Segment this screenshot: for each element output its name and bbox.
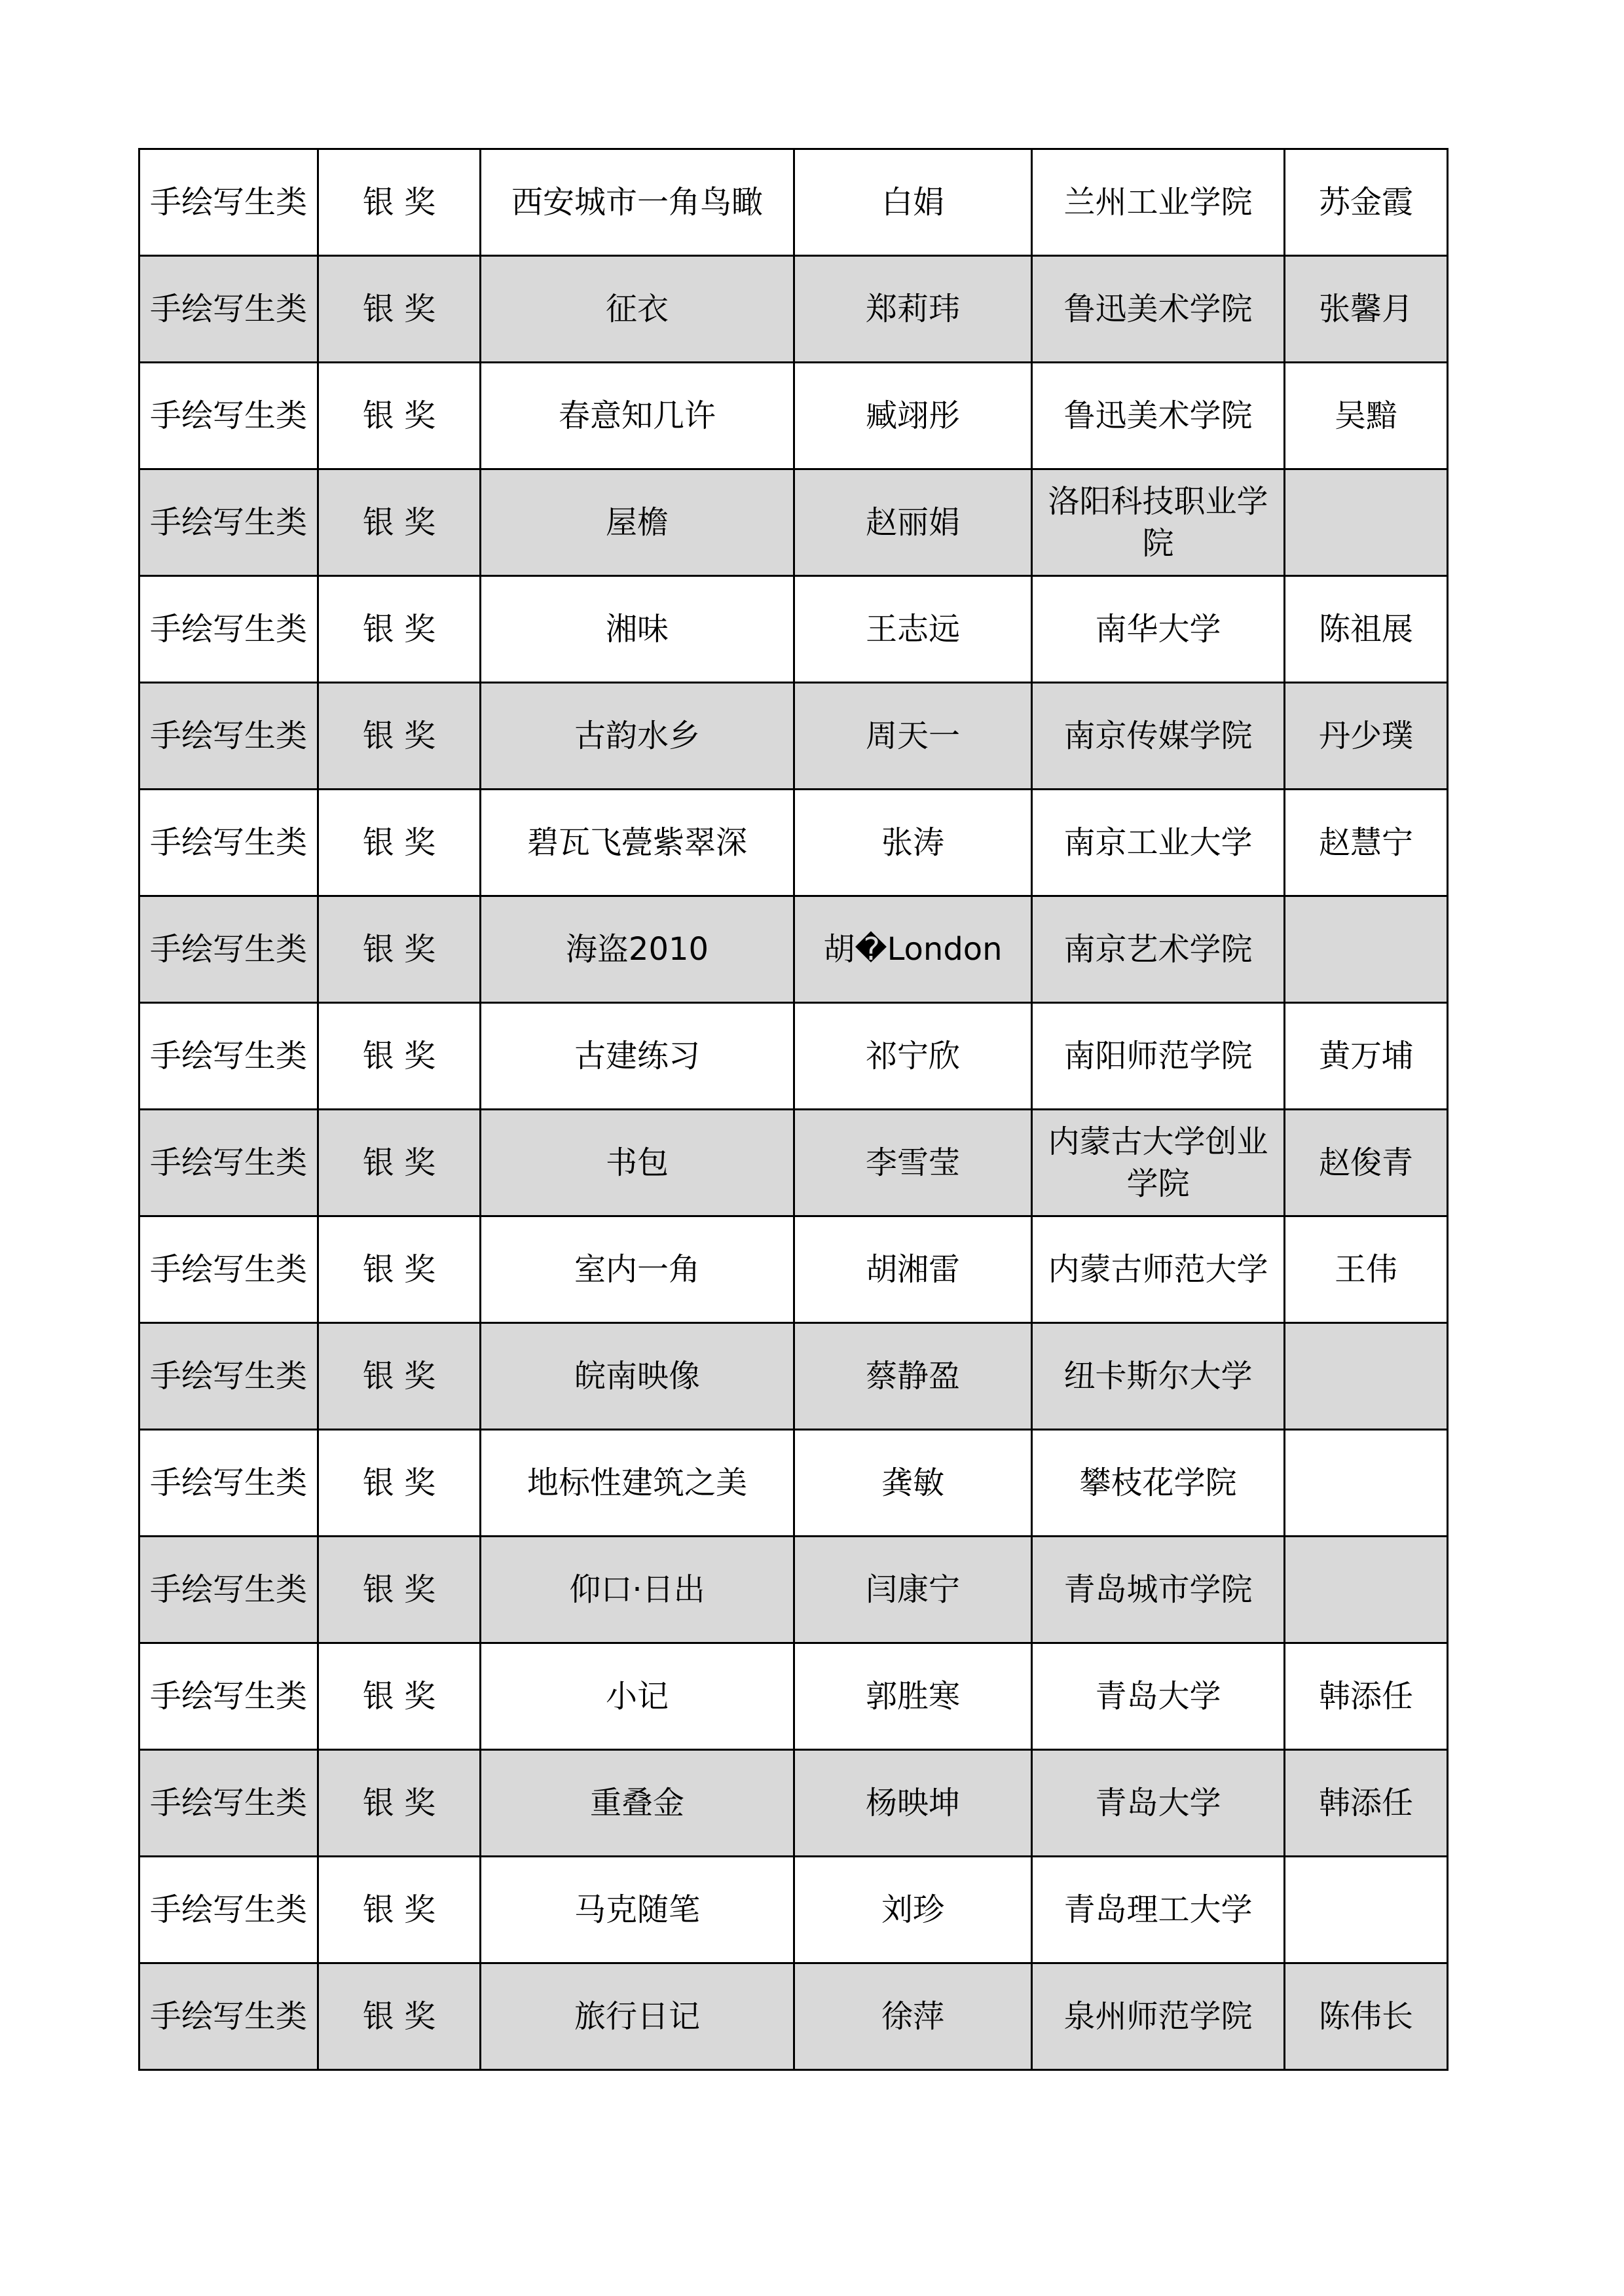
cell-author: 王志远	[794, 576, 1032, 683]
cell-award: 银 奖	[318, 1003, 481, 1110]
cell-author: 白娟	[794, 149, 1032, 256]
cell-award: 银 奖	[318, 1857, 481, 1963]
table-row	[139, 683, 1448, 790]
cell-school: 青岛理工大学	[1032, 1857, 1285, 1963]
table-row	[139, 1003, 1448, 1110]
cell-author: 祁宁欣	[794, 1003, 1032, 1110]
cell-author: 蔡静盈	[794, 1323, 1032, 1430]
cell-advisor: 丹少璞	[1285, 683, 1448, 790]
cell-school: 鲁迅美术学院	[1032, 363, 1285, 469]
cell-category: 手绘写生类	[139, 1857, 318, 1963]
cell-school: 南阳师范学院	[1032, 1003, 1285, 1110]
cell-school: 内蒙古大学创业学院	[1032, 1110, 1285, 1216]
cell-category: 手绘写生类	[139, 1963, 318, 2070]
cell-award: 银 奖	[318, 1963, 481, 2070]
cell-award: 银 奖	[318, 1750, 481, 1857]
cell-title: 重叠金	[481, 1750, 794, 1857]
award-table	[138, 148, 1449, 2071]
cell-title: 古建练习	[481, 1003, 794, 1110]
cell-school: 青岛城市学院	[1032, 1537, 1285, 1643]
cell-advisor	[1285, 1323, 1448, 1430]
cell-author: 杨映坤	[794, 1750, 1032, 1857]
cell-advisor: 赵俊青	[1285, 1110, 1448, 1216]
cell-category: 手绘写生类	[139, 1110, 318, 1216]
cell-author: 赵丽娟	[794, 469, 1032, 576]
table-row	[139, 896, 1448, 1003]
cell-title: 马克随笔	[481, 1857, 794, 1963]
table-row	[139, 790, 1448, 896]
cell-award: 银 奖	[318, 363, 481, 469]
cell-advisor: 黄万埔	[1285, 1003, 1448, 1110]
cell-award: 银 奖	[318, 256, 481, 363]
cell-school: 鲁迅美术学院	[1032, 256, 1285, 363]
table-row	[139, 256, 1448, 363]
cell-category: 手绘写生类	[139, 363, 318, 469]
cell-school: 南京传媒学院	[1032, 683, 1285, 790]
cell-category: 手绘写生类	[139, 1643, 318, 1750]
cell-author: 龚敏	[794, 1430, 1032, 1537]
table-row	[139, 149, 1448, 256]
cell-advisor: 赵慧宁	[1285, 790, 1448, 896]
cell-title: 古韵水乡	[481, 683, 794, 790]
cell-advisor	[1285, 469, 1448, 576]
cell-author: 徐萍	[794, 1963, 1032, 2070]
cell-category: 手绘写生类	[139, 149, 318, 256]
table-row	[139, 469, 1448, 576]
cell-advisor	[1285, 1857, 1448, 1963]
cell-award: 银 奖	[318, 149, 481, 256]
cell-category: 手绘写生类	[139, 1323, 318, 1430]
table-row	[139, 1537, 1448, 1643]
cell-school: 泉州师范学院	[1032, 1963, 1285, 2070]
cell-school: 南京工业大学	[1032, 790, 1285, 896]
cell-category: 手绘写生类	[139, 1430, 318, 1537]
cell-advisor: 王伟	[1285, 1216, 1448, 1323]
cell-author: 周天一	[794, 683, 1032, 790]
cell-advisor	[1285, 896, 1448, 1003]
table-row	[139, 1750, 1448, 1857]
cell-award: 银 奖	[318, 1110, 481, 1216]
cell-advisor: 张馨月	[1285, 256, 1448, 363]
cell-school: 洛阳科技职业学院	[1032, 469, 1285, 576]
cell-award: 银 奖	[318, 683, 481, 790]
cell-category: 手绘写生类	[139, 1750, 318, 1857]
cell-award: 银 奖	[318, 1430, 481, 1537]
cell-author: 臧翊彤	[794, 363, 1032, 469]
cell-school: 纽卡斯尔大学	[1032, 1323, 1285, 1430]
table-row	[139, 1323, 1448, 1430]
cell-category: 手绘写生类	[139, 683, 318, 790]
cell-award: 银 奖	[318, 1323, 481, 1430]
cell-award: 银 奖	[318, 790, 481, 896]
cell-title: 碧瓦飞甍紫翠深	[481, 790, 794, 896]
cell-category: 手绘写生类	[139, 576, 318, 683]
table-row	[139, 1963, 1448, 2070]
cell-award: 银 奖	[318, 1643, 481, 1750]
cell-school: 青岛大学	[1032, 1750, 1285, 1857]
cell-title: 地标性建筑之美	[481, 1430, 794, 1537]
cell-title: 旅行日记	[481, 1963, 794, 2070]
cell-author: 张涛	[794, 790, 1032, 896]
table-row	[139, 576, 1448, 683]
cell-author: 李雪莹	[794, 1110, 1032, 1216]
table-row	[139, 1643, 1448, 1750]
cell-advisor: 陈伟长	[1285, 1963, 1448, 2070]
cell-author: 郑莉玮	[794, 256, 1032, 363]
cell-title: 湘味	[481, 576, 794, 683]
cell-author: 胡湘雷	[794, 1216, 1032, 1323]
cell-category: 手绘写生类	[139, 1003, 318, 1110]
cell-advisor: 韩添任	[1285, 1643, 1448, 1750]
cell-category: 手绘写生类	[139, 256, 318, 363]
cell-advisor: 苏金霞	[1285, 149, 1448, 256]
cell-school: 南京艺术学院	[1032, 896, 1285, 1003]
cell-school: 攀枝花学院	[1032, 1430, 1285, 1537]
cell-title: 仰口·日出	[481, 1537, 794, 1643]
table-row	[139, 1110, 1448, 1216]
cell-title: 海盗2010	[481, 896, 794, 1003]
cell-category: 手绘写生类	[139, 1537, 318, 1643]
cell-advisor: 韩添任	[1285, 1750, 1448, 1857]
cell-title: 屋檐	[481, 469, 794, 576]
table-row	[139, 1216, 1448, 1323]
cell-award: 银 奖	[318, 469, 481, 576]
cell-category: 手绘写生类	[139, 469, 318, 576]
cell-advisor	[1285, 1537, 1448, 1643]
table-row	[139, 363, 1448, 469]
cell-award: 银 奖	[318, 1537, 481, 1643]
award-table-body	[139, 149, 1448, 2070]
cell-school: 内蒙古师范大学	[1032, 1216, 1285, 1323]
cell-category: 手绘写生类	[139, 1216, 318, 1323]
cell-advisor	[1285, 1430, 1448, 1537]
cell-title: 西安城市一角鸟瞰	[481, 149, 794, 256]
cell-title: 征衣	[481, 256, 794, 363]
cell-advisor: 吴黯	[1285, 363, 1448, 469]
cell-school: 青岛大学	[1032, 1643, 1285, 1750]
cell-award: 银 奖	[318, 896, 481, 1003]
cell-school: 南华大学	[1032, 576, 1285, 683]
cell-title: 皖南映像	[481, 1323, 794, 1430]
cell-category: 手绘写生类	[139, 896, 318, 1003]
cell-category: 手绘写生类	[139, 790, 318, 896]
cell-author: 郭胜寒	[794, 1643, 1032, 1750]
cell-school: 兰州工业学院	[1032, 149, 1285, 256]
cell-title: 室内一角	[481, 1216, 794, 1323]
cell-title: 书包	[481, 1110, 794, 1216]
table-row	[139, 1857, 1448, 1963]
cell-title: 小记	[481, 1643, 794, 1750]
table-row	[139, 1430, 1448, 1537]
cell-advisor: 陈祖展	[1285, 576, 1448, 683]
cell-award: 银 奖	[318, 1216, 481, 1323]
cell-author: 胡�London	[794, 896, 1032, 1003]
cell-award: 银 奖	[318, 576, 481, 683]
cell-author: 闫康宁	[794, 1537, 1032, 1643]
cell-title: 春意知几许	[481, 363, 794, 469]
cell-author: 刘珍	[794, 1857, 1032, 1963]
